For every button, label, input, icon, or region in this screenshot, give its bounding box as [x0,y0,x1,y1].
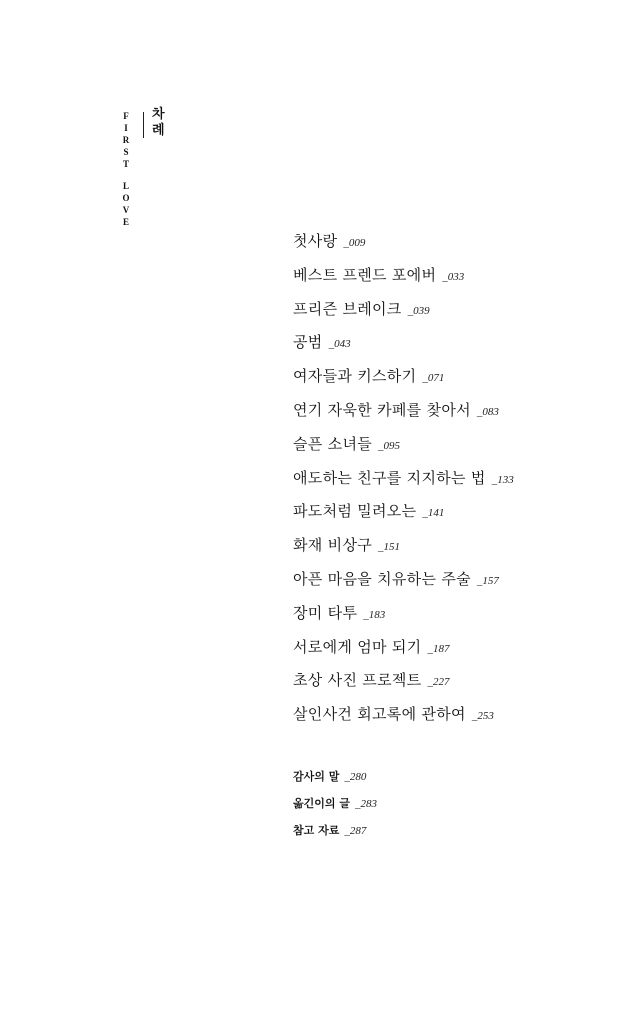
back-matter-entry[interactable] [293,795,377,822]
title-letter: E [122,217,129,227]
page-number: _227 [427,676,450,689]
page-number: _280 [344,771,367,783]
chapter-title: 프리즌 브레이크 [293,299,402,318]
chapter-title: 베스트 프렌드 포에버 [293,265,437,284]
chapter-title: 서로에게 엄마 되기 [293,637,422,656]
title-letter: T [122,159,129,169]
page-number: _187 [427,642,450,655]
heading-char: 차 [152,107,165,122]
back-matter-title: 옮긴이의 글 [293,797,350,810]
page-number: _039 [407,304,430,317]
heading-char: 례 [152,123,165,138]
title-letter: I [124,123,128,133]
toc-entry[interactable] [293,636,514,670]
page-number: _133 [491,473,514,486]
toc-entry[interactable] [293,298,514,332]
toc-entry[interactable] [293,331,514,365]
back-matter-entry[interactable] [293,822,377,849]
toc-entry[interactable] [293,230,514,264]
page-number: _043 [328,338,351,351]
table-of-contents [293,230,514,737]
page-number: _071 [422,372,445,385]
toc-entry[interactable] [293,365,514,399]
toc-entry[interactable] [293,467,514,501]
back-matter-entry[interactable] [293,768,377,795]
chapter-title: 애도하는 친구를 지지하는 법 [293,468,486,487]
page-number: _033 [442,270,465,283]
back-matter-title: 감사의 말 [293,770,340,783]
back-matter-list [293,768,377,849]
page-number: _141 [422,507,445,520]
page-number: _157 [476,574,499,587]
chapter-title: 화재 비상구 [293,536,373,555]
toc-entry[interactable] [293,534,514,568]
page-number: _009 [343,237,366,249]
title-letter: F [123,111,129,121]
chapter-title: 초상 사진 프로젝트 [293,671,422,690]
toc-entry[interactable] [293,264,514,298]
chapter-title: 연기 자욱한 카페를 찾아서 [293,400,471,419]
vertical-book-title [119,110,133,228]
page-number: _253 [471,710,494,723]
toc-entry[interactable] [293,399,514,433]
page-number: _083 [476,405,499,418]
chapter-title: 파도처럼 밀려오는 [293,502,417,521]
page-number: _095 [378,439,401,452]
page-number: _151 [378,541,401,554]
chapter-title: 장미 타투 [293,603,358,622]
chapter-title: 여자들과 키스하기 [293,367,417,386]
title-letter: V [122,205,130,215]
toc-entry[interactable] [293,433,514,467]
chapter-title: 살인사건 회고록에 관하여 [293,705,466,724]
chapter-title: 슬픈 소녀들 [293,434,373,453]
page-number: _287 [344,825,367,837]
chapter-title: 아픈 마음을 치유하는 주술 [293,569,471,588]
toc-entry[interactable] [293,703,514,737]
page-number: _283 [354,798,377,810]
title-letter: O [122,193,130,203]
toc-entry[interactable] [293,568,514,602]
contents-heading [152,107,172,139]
title-letter: S [123,147,129,157]
title-letter: L [122,181,129,191]
title-letter: R [122,135,130,145]
chapter-title: 첫사랑 [293,232,338,250]
chapter-title: 공범 [293,333,323,352]
toc-entry[interactable] [293,602,514,636]
toc-entry[interactable] [293,669,514,703]
back-matter-title: 참고 자료 [293,824,340,837]
page-number: _183 [363,608,386,621]
heading-divider [143,112,144,138]
toc-entry[interactable] [293,500,514,534]
